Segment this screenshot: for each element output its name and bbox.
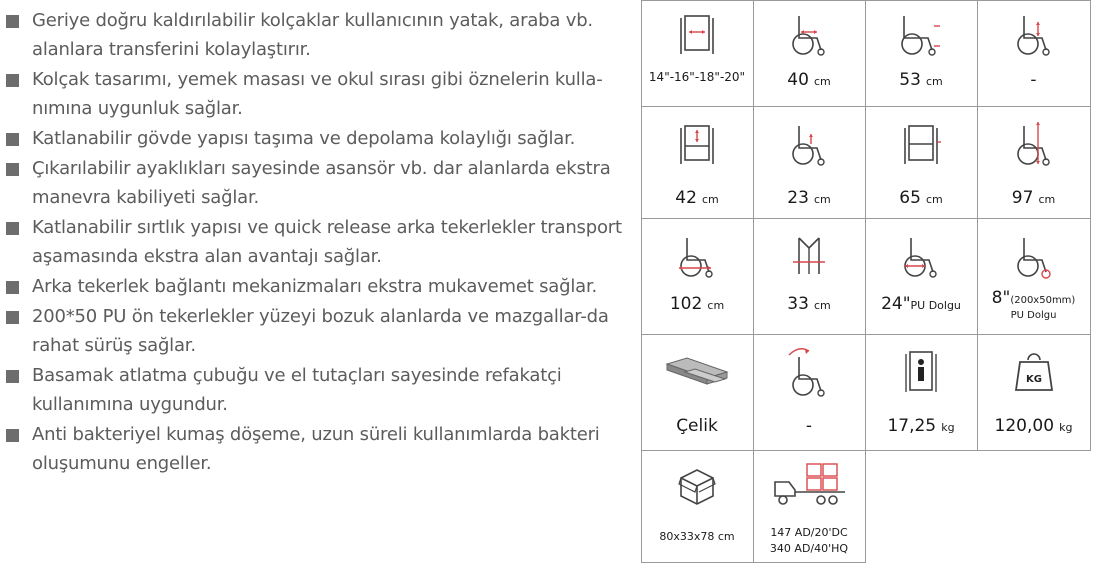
container-line2: 340 AD/40'HQ: [769, 542, 849, 555]
seat-width-value: 14"-16"-18"-20": [648, 70, 746, 84]
spec-cell-backrest: [977, 0, 1090, 106]
max-load-value: 120,00: [994, 416, 1055, 436]
bullet-square-icon: [6, 370, 19, 383]
folded-width-value: 33: [787, 294, 809, 314]
folded-width-icon: [753, 230, 865, 282]
spec-cell-frame: [641, 334, 753, 450]
spec-cell-seat-depth: [753, 0, 865, 106]
spec-cell-front-wheel: [977, 218, 1090, 334]
tilt-icon: [753, 346, 865, 398]
container-line1: 147 AD/20'DC: [770, 526, 848, 539]
unit-label: cm: [813, 299, 831, 312]
bullet-square-icon: [6, 133, 19, 146]
feature-text: Çıkarılabilir ayaklıkları sayesinde asansör vb. dar alanlarda ekstra manevra kabiliyeti sağlar.: [32, 158, 611, 208]
total-height-icon: [977, 118, 1090, 170]
svg-text:KG: KG: [1025, 374, 1042, 385]
bullet-square-icon: [6, 281, 19, 294]
feature-item: [4, 361, 629, 419]
feature-text: Arka tekerlek bağlantı mekanizmaları ekstra mukavemet sağlar.: [32, 276, 598, 297]
spec-cell-package: [641, 450, 753, 562]
unit-label: cm: [701, 193, 719, 206]
total-width-icon: [865, 118, 977, 170]
front-wheel-icon: [977, 230, 1090, 282]
unit-label: cm: [925, 193, 943, 206]
bullet-square-icon: [6, 74, 19, 87]
spec-cell-weight: [865, 334, 977, 450]
seat-height-icon: [641, 118, 753, 170]
armrest-height-icon: [753, 118, 865, 170]
unit-label: cm: [1038, 193, 1056, 206]
seat-length-value: 53: [899, 70, 921, 90]
feature-item: [4, 124, 629, 153]
feature-item: [4, 6, 629, 64]
spec-cell-armrest: [753, 106, 865, 218]
spec-cell-seat-length: [865, 0, 977, 106]
unit-label: kg: [941, 421, 955, 434]
bullet-square-icon: [6, 222, 19, 235]
spec-cell-seat-height: [641, 106, 753, 218]
bullet-square-icon: [6, 163, 19, 176]
rear-wheel-value: 24": [881, 294, 911, 314]
unit-label: cm: [813, 193, 831, 206]
front-wheel-value: 8": [991, 288, 1011, 308]
front-wheel-size: (200x50mm): [1010, 295, 1076, 306]
bullet-square-icon: [6, 15, 19, 28]
spec-grid: [641, 0, 1091, 564]
tilt-value: -: [805, 416, 813, 436]
front-wheel-type: PU Dolgu: [1010, 310, 1057, 321]
feature-item: [4, 420, 629, 478]
spec-cell-total-height: [977, 106, 1090, 218]
total-height-value: 97: [1011, 188, 1034, 208]
kg-weight-icon: [977, 346, 1090, 398]
frame-tube-icon: [641, 348, 753, 400]
feature-item: [4, 213, 629, 271]
feature-item: [4, 272, 629, 301]
rear-wheel-icon: [865, 230, 977, 282]
truck-icon: [753, 458, 865, 510]
total-width-value: 65: [899, 188, 921, 208]
feature-text: Anti bakteriyel kumaş döşeme, uzun süreli kullanımlarda bakteri oluşumunu engeller.: [32, 424, 600, 474]
seat-width-icon: [641, 8, 753, 60]
feature-item: [4, 302, 629, 360]
unit-label: cm: [707, 299, 725, 312]
bullet-square-icon: [6, 311, 19, 324]
frame-material-value: Çelik: [676, 416, 718, 436]
bullet-square-icon: [6, 429, 19, 442]
feature-text: Basamak atlatma çubuğu ve el tutaçları sayesinde refakatçi kullanımına uygundur.: [32, 365, 562, 415]
package-dims-value: 80x33x78 cm: [659, 530, 735, 543]
seat-depth-value: 40: [787, 70, 809, 90]
feature-text: 200*50 PU ön tekerlekler yüzeyi bozuk alanlarda ve mazgallar-da rahat sürüş sağlar.: [32, 306, 609, 356]
backrest-value: -: [1030, 70, 1037, 90]
spec-cell-folded-width: [753, 218, 865, 334]
weight-person-icon: [865, 346, 977, 398]
seat-height-value: 42: [675, 188, 697, 208]
seat-depth-icon: [753, 8, 865, 60]
rear-wheel-type: PU Dolgu: [910, 299, 961, 312]
feature-text: Katlanabilir gövde yapısı taşıma ve depolama kolaylığı sağlar.: [32, 128, 576, 149]
total-length-value: 102: [669, 294, 703, 314]
spec-cell-total-length: [641, 218, 753, 334]
feature-item: [4, 154, 629, 212]
spec-cell-seat-width: [641, 0, 753, 106]
feature-text: Kolçak tasarımı, yemek masası ve okul sırası gibi öznelerin kulla-nımına uygunluk sağlar.: [32, 69, 603, 119]
spec-cell-tilt: [753, 334, 865, 450]
total-length-icon: [641, 230, 753, 282]
feature-text: Katlanabilir sırtlık yapısı ve quick release arka tekerlekler transport aşamasında ekstra alan avantajı sağlar.: [32, 217, 622, 267]
box-icon: [641, 460, 753, 512]
spec-cell-rear-wheel: [865, 218, 977, 334]
unit-label: cm: [813, 75, 831, 88]
spec-cell-max-load: [977, 334, 1090, 450]
feature-item: [4, 65, 629, 123]
backrest-height-icon: [977, 8, 1090, 60]
unit-label: kg: [1059, 421, 1073, 434]
spec-cell-container: [753, 450, 865, 562]
unit-label: cm: [925, 75, 943, 88]
spec-cell-total-width: [865, 106, 977, 218]
feature-text: Geriye doğru kaldırılabilir kolçaklar kullanıcının yatak, araba vb. alanlara transferini kolaylaştırır.: [32, 10, 593, 60]
armrest-height-value: 23: [787, 188, 809, 208]
weight-value: 17,25: [887, 416, 937, 436]
feature-list: [4, 6, 629, 479]
seat-length-icon: [865, 8, 977, 60]
